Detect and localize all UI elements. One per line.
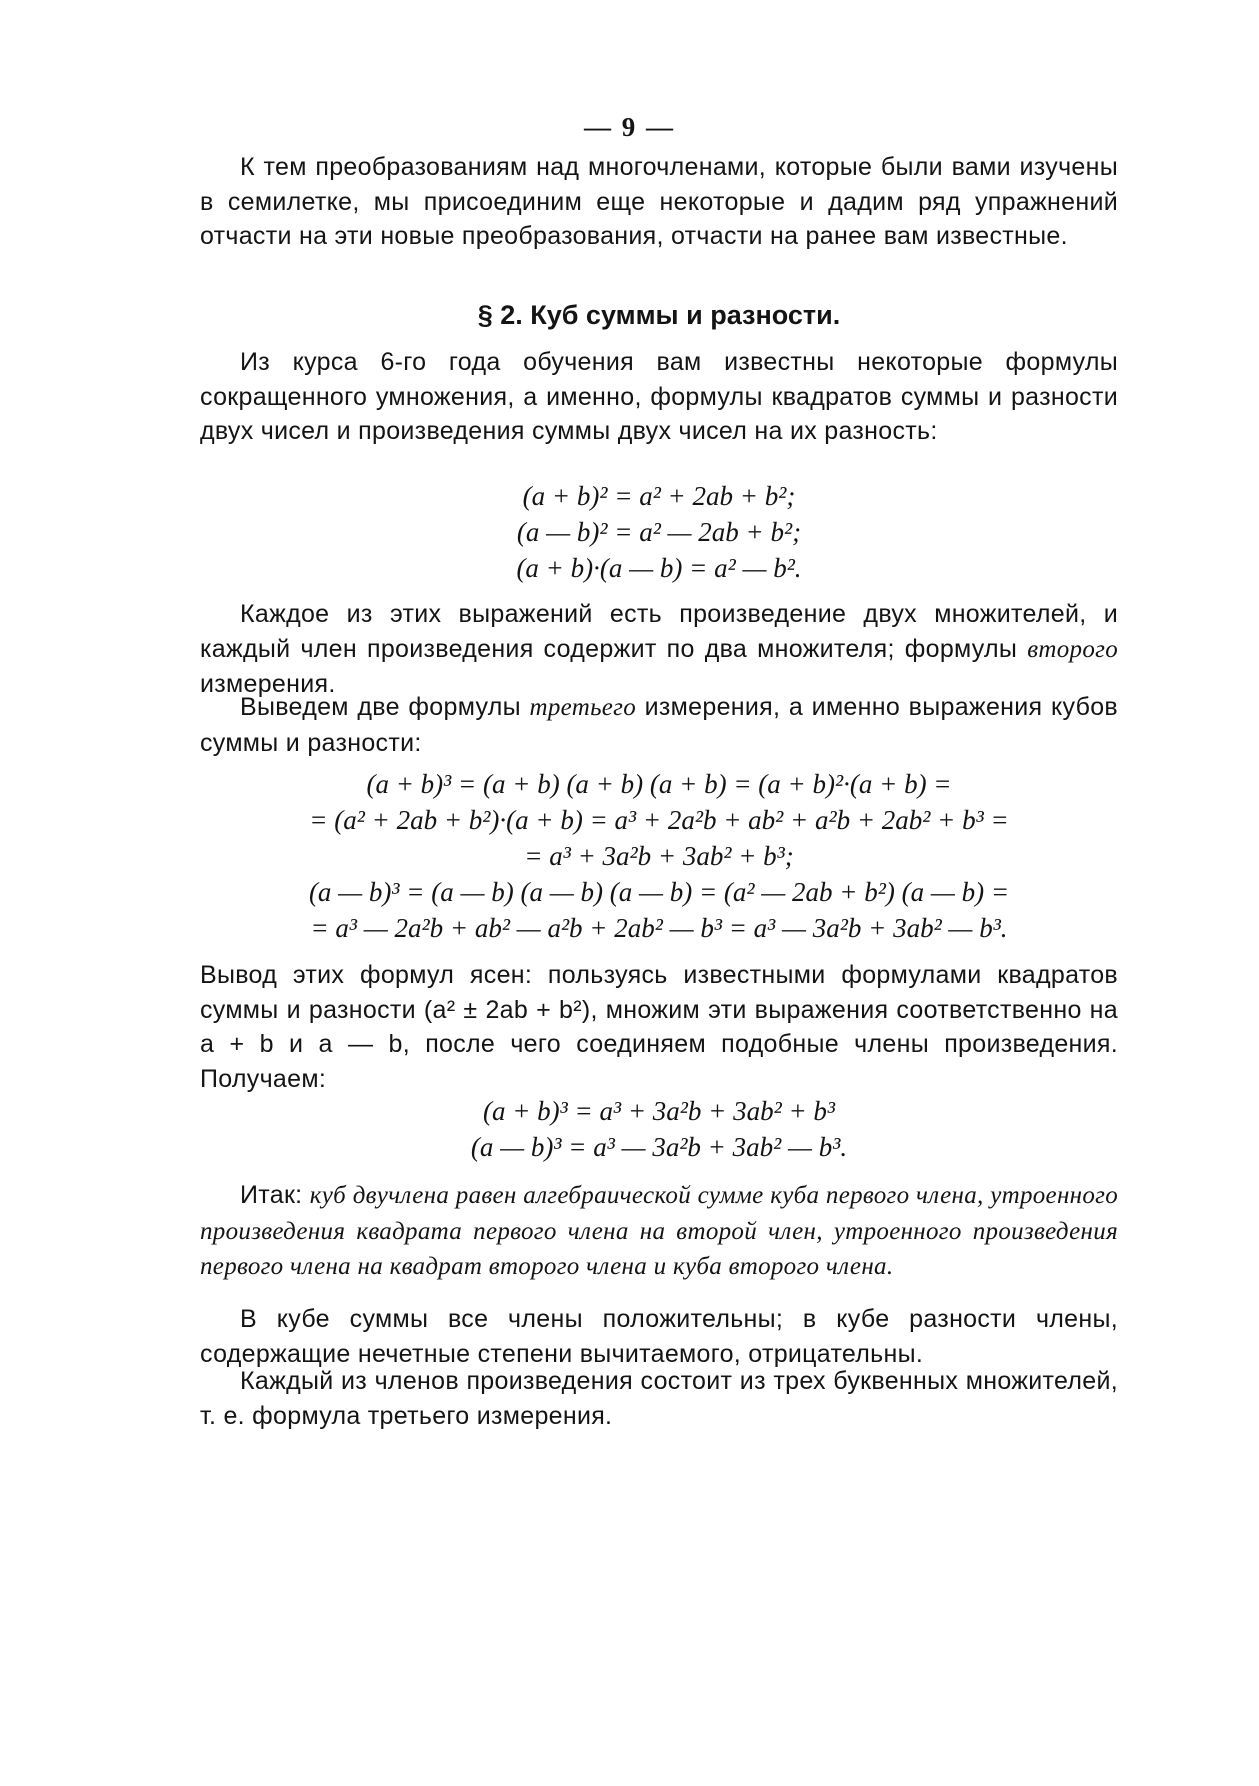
formula-square-difference: (a — b)² = a² — 2ab + b²; (516, 517, 802, 547)
intro-text: К тем преобразованиям над многочленами, которые были вами изучены в семилетке, мы присоединим еще некоторые и дадим ряд упражнений отчасти на эти новые преобразования, отчасти на ранее вам известные. (200, 153, 1118, 250)
result-cube-sum: (a + b)³ = a³ + 3a²b + 3ab² + b³ (482, 1096, 836, 1126)
paragraph-2-italic: второго (1027, 635, 1118, 663)
cube-result-formulas (200, 1093, 1118, 1165)
paragraph-3-italic: третьего (529, 694, 637, 721)
paragraph-1 (200, 345, 1118, 449)
derivation-line-2: = (a² + 2ab + b²)·(a + b) = a³ + 2a²b + ab² + a²b + 2ab² + b³ = (309, 805, 1009, 835)
formula-sum-times-difference: (a + b)·(a — b) = a² — b². (516, 553, 802, 583)
second-degree-formulas (200, 478, 1118, 586)
paragraph-6 (200, 1364, 1118, 1433)
paragraph-3-text-end: измерения, а именно выражения кубов суммы и разности: (200, 693, 1118, 757)
paragraph-3-text: Выведем две формулы (240, 693, 530, 721)
derivation-line-5: = a³ — 2a²b + ab² — a²b + 2ab² — b³ = a³ — 3a²b + 3ab² — b³. (310, 913, 1008, 943)
paragraph-4-text: Вывод этих формул ясен: пользуясь известными формулами квадратов суммы и разности (a² ± 2ab + b²), множим эти выражения соответственно на a + b и a — b, после чего соединяем подобные члены произведения. Получаем: (200, 961, 1118, 1093)
rule-lead: Итак: (240, 1181, 310, 1209)
paragraph-5-text: В кубе суммы все члены положительны; в кубе разности члены, содержащие нечетные степени вычитаемого, отрицательны. (200, 1305, 1118, 1368)
derivation-line-4: (a — b)³ = (a — b) (a — b) (a — b) = (a² — 2ab + b²) (a — b) = (308, 877, 1010, 907)
paragraph-3 (200, 690, 1118, 760)
cube-derivation (200, 766, 1118, 946)
derivation-line-3: = a³ + 3a²b + 3ab² + b³; (524, 841, 794, 871)
paragraph-5 (200, 1302, 1118, 1371)
rule-italic-text: куб двучлена равен алгебраической сумме куба первого члена, утроенного произведения квадрата первого члена на второй член, утроенного произведения первого члена на квадрат второго члена и куба второго члена. (200, 1182, 1118, 1280)
rule-paragraph (200, 1178, 1118, 1285)
paragraph-4 (200, 958, 1118, 1096)
paragraph-1-text: Из курса 6-го года обучения вам известны некоторые формулы сокращенного умножения, а именно, формулы квадратов суммы и разности двух чисел и произведения суммы двух чисел на их разность: (200, 348, 1118, 445)
result-cube-difference: (a — b)³ = a³ — 3a²b + 3ab² — b³. (470, 1132, 848, 1162)
paragraph-6-text: Каждый из членов произведения состоит из трех буквенных множителей, т. е. формула третьего измерения. (200, 1367, 1118, 1430)
section-title: § 2. Куб суммы и разности. (477, 300, 841, 330)
paragraph-2-text: Каждое из этих выражений есть произведение двух множителей, и каждый член произведения содержит по два множителя; формулы (200, 600, 1118, 663)
paragraph-2 (200, 597, 1118, 702)
formula-square-sum: (a + b)² = a² + 2ab + b²; (522, 481, 796, 511)
page-number: — 9 — (584, 112, 675, 142)
intro-paragraph (200, 150, 1118, 254)
derivation-line-1: (a + b)³ = (a + b) (a + b) (a + b) = (a + b)²·(a + b) = (366, 769, 952, 799)
paragraph-2-text-end: измерения. (200, 670, 336, 698)
